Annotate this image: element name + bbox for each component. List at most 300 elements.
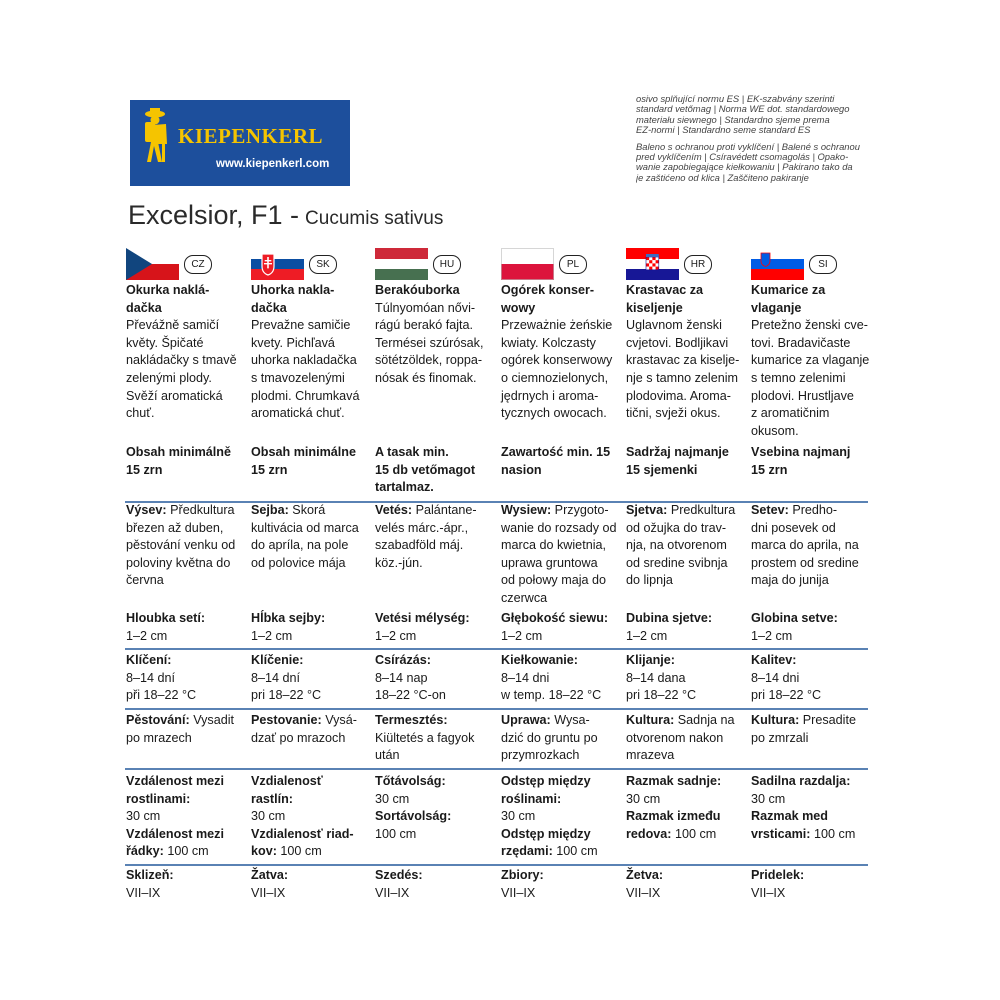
sowing-info-line: wanie do rozsady od xyxy=(501,520,617,535)
sowing-info-label: Vetés: xyxy=(375,503,413,517)
variety-description-line: o ciemnozielonych, xyxy=(501,370,609,385)
harvest-label: Žetva: xyxy=(626,868,664,882)
legal-line: standard vetőmag | Norma WE dot. standardowego xyxy=(636,103,850,115)
legal-line: je zaštićeno od klica | Zaščiteno pakiranje xyxy=(636,171,809,183)
sowing-depth xyxy=(626,610,746,645)
cultivation-info-value: Vysadit xyxy=(193,713,235,727)
sowing-info-line xyxy=(126,502,246,520)
row-distance-line xyxy=(501,826,621,844)
product-title xyxy=(128,200,443,231)
seed-content-line: 15 zrn xyxy=(251,462,288,477)
variety-description-line: okusom. xyxy=(751,423,799,438)
divider xyxy=(125,864,868,866)
cultivation-info-line: po mrazech xyxy=(126,730,192,745)
germination-line: pri 18–22 °C xyxy=(751,688,822,703)
plant-distance-label: Tőtávolság: xyxy=(375,774,446,788)
variety-name xyxy=(626,282,746,317)
variety-description-line: nósak és finomak. xyxy=(375,370,477,385)
sowing-info-line: od ožujka do trav- xyxy=(626,520,727,535)
germination-line: pri 18–22 °C xyxy=(251,688,322,703)
plant-distance-value: 30 cm xyxy=(626,791,661,806)
variety-description-line: cvjetovi. Bodljikavi xyxy=(626,335,729,350)
variety-name-line: dačka xyxy=(251,300,287,315)
variety-description-line: Převážně samičí xyxy=(126,318,220,333)
germination xyxy=(126,652,246,705)
germination-line: 8–14 dní xyxy=(126,670,176,685)
variety-description-line: kvety. Pichľavá xyxy=(251,335,335,350)
sowing-info-label: Wysiew: xyxy=(501,503,552,517)
harvest-label: Szedés: xyxy=(375,868,423,882)
variety-name-line: Kumarice za xyxy=(751,283,826,297)
variety-description-line: chuť. xyxy=(126,406,155,421)
cultivation-info-line xyxy=(501,712,621,730)
variety-name xyxy=(126,282,246,317)
row-distance-value: 100 cm xyxy=(556,844,598,859)
flag-pl-icon xyxy=(501,248,554,280)
sowing-depth-label: Vetési mélység: xyxy=(375,611,470,625)
flag-hu-icon xyxy=(375,248,428,280)
variety-name-line: Okurka naklá- xyxy=(126,283,210,297)
row-distance xyxy=(375,808,495,843)
row-distance-label: Vzdálenost mezi xyxy=(126,826,224,841)
sowing-info-value: Palántane- xyxy=(415,503,477,517)
variety-description-line: plodmi. Chrumkavá xyxy=(251,388,360,403)
plant-distance-label: rastlín: xyxy=(251,791,293,806)
variety-description-line: krastavac za kiselje- xyxy=(626,353,740,368)
cultivation-info-line xyxy=(251,712,371,730)
plant-distance xyxy=(251,773,371,826)
country-code-badge: HU xyxy=(433,255,461,274)
legal-line: Baleno s ochranou proti vyklíčení | Balené s ochranou xyxy=(636,140,860,152)
germination-line: při 18–22 °C xyxy=(126,688,197,703)
plant-distance xyxy=(126,773,246,826)
harvest xyxy=(751,867,871,902)
plant-distance xyxy=(626,773,746,808)
seed-content xyxy=(626,444,746,479)
sowing-info-line: do lipnja xyxy=(626,573,673,588)
flag-row xyxy=(375,246,493,280)
variety-name-line: vlaganje xyxy=(751,300,802,315)
harvest-value: VII–IX xyxy=(626,885,661,900)
variety-description-line: jędrnych i aroma- xyxy=(501,388,599,403)
sowing-info-line: do apríla, na pole xyxy=(251,538,349,553)
variety-description-line: s temno zelenimi xyxy=(751,370,846,385)
flag-row xyxy=(751,246,869,280)
row-distance-value: 100 cm xyxy=(675,826,717,841)
variety-description-line: tični, svježi okus. xyxy=(626,406,721,421)
seed-content-line: Obsah minimálne xyxy=(251,445,356,459)
brand-url: www.kiepenkerl.com xyxy=(216,158,330,170)
sowing-info-line: köz.-jún. xyxy=(375,555,423,570)
germination-line: 8–14 nap xyxy=(375,670,428,685)
cultivation-info xyxy=(126,712,246,747)
cultivation-info-line: otvorenom nakon xyxy=(626,730,724,745)
row-distance-line xyxy=(251,843,371,861)
sowing-info-value: Predkultura xyxy=(670,503,736,517)
brand-name: KIEPENKERL xyxy=(178,124,324,148)
harvest-label: Zbiory: xyxy=(501,868,544,882)
row-distance-label: kov: xyxy=(251,844,277,859)
flag-si-icon xyxy=(751,248,804,280)
plant-distance xyxy=(751,773,871,808)
variety-name-line: dačka xyxy=(126,300,162,315)
variety-description-line: z aromatičnim xyxy=(751,406,830,421)
variety-description-line: květy. Špičaté xyxy=(126,335,204,350)
sowing-depth xyxy=(126,610,246,645)
variety-description-line: nje s tamno zelenim xyxy=(626,370,738,385)
cultivation-info-label: Termesztés: xyxy=(375,713,448,727)
germination-label: Klíčení: xyxy=(126,653,172,667)
sowing-info-line: od połowy maja do xyxy=(501,573,607,588)
cultivation-info-value: Vysá- xyxy=(325,713,357,727)
kiepenkerl-logo xyxy=(130,100,350,186)
variety-name-line: wowy xyxy=(501,300,536,315)
seed-content xyxy=(251,444,371,479)
variety-name xyxy=(375,282,495,300)
variety-name-line: kiseljenje xyxy=(626,300,683,315)
variety-description-line: s tmavozelenými xyxy=(251,370,345,385)
latin-name: Cucumis sativus xyxy=(305,208,444,229)
plant-distance-label: Sadilna razdalja: xyxy=(751,774,851,788)
variety-description-line: ogórek konserwowy xyxy=(501,353,613,368)
seed-content-line: nasion xyxy=(501,462,542,477)
row-distance xyxy=(126,826,246,861)
cultivation-info xyxy=(251,712,371,747)
plant-distance-label: roślinami: xyxy=(501,791,562,806)
legal-line: osivo splňující normu ES | EK-szabvány szerinti xyxy=(636,94,835,104)
cultivation-info-label: Pěstování: xyxy=(126,713,190,727)
row-distance-line xyxy=(126,843,246,861)
sowing-info-label: Setev: xyxy=(751,503,789,517)
variety-description-line: zelenými plody. xyxy=(126,370,212,385)
plant-distance-value: 30 cm xyxy=(375,791,410,806)
variety-description-line: Prevažne samičie xyxy=(251,318,351,333)
sowing-info-line xyxy=(251,502,371,520)
row-distance xyxy=(251,826,371,861)
sowing-depth-label: Dubina sjetve: xyxy=(626,611,713,625)
sowing-info-value: Przygoto- xyxy=(554,503,609,517)
sowing-depth-value: 1–2 cm xyxy=(251,628,293,643)
sowing-info-line: maja do junija xyxy=(751,573,829,588)
country-code-badge: SI xyxy=(809,255,837,274)
variety-description-line: sötétzöldek, roppa- xyxy=(375,353,483,368)
flag-cz-icon xyxy=(126,248,179,280)
row-distance-label: Sortávolság: xyxy=(375,809,452,824)
sowing-depth-value: 1–2 cm xyxy=(126,628,168,643)
cultivation-info-value: Presadite xyxy=(802,713,856,727)
harvest-value: VII–IX xyxy=(501,885,536,900)
variety-description xyxy=(626,317,746,423)
sowing-info-line: dni posevek od xyxy=(751,520,836,535)
plant-distance-label: rostlinami: xyxy=(126,791,191,806)
variety-description-line: aromatická chuť. xyxy=(251,406,345,421)
sowing-info-value: Předkultura xyxy=(170,503,235,517)
cultivation-info-line: po zmrzali xyxy=(751,730,809,745)
germination-line: 8–14 dana xyxy=(626,670,686,685)
plant-distance xyxy=(375,773,495,808)
plant-distance-label: Razmak sadnje: xyxy=(626,774,722,788)
row-distance-label: Razmak između xyxy=(626,809,721,824)
seed-content-line: Vsebina najmanj xyxy=(751,445,851,459)
country-code-badge: PL xyxy=(559,255,587,274)
sowing-depth-value: 1–2 cm xyxy=(375,628,417,643)
harvest-value: VII–IX xyxy=(375,885,410,900)
row-distance-line xyxy=(751,808,871,826)
variety-name-line: Uhorka nakla- xyxy=(251,283,335,297)
cultivation-info-label: Uprawa: xyxy=(501,713,551,727)
seed-content-line: tartalmaz. xyxy=(375,480,434,495)
germination xyxy=(251,652,371,705)
germination-line: 8–14 dni xyxy=(501,670,550,685)
cultivation-info xyxy=(626,712,746,765)
harvest xyxy=(375,867,495,902)
germination-label: Csírázás: xyxy=(375,653,432,667)
plant-distance xyxy=(501,773,621,826)
seed-content-line: Zawartość min. 15 xyxy=(501,445,611,459)
cultivation-info-label: Kultura: xyxy=(751,713,800,727)
variety-name-line: Ogórek konser- xyxy=(501,283,595,297)
variety-description-line: uhorka nakladačka xyxy=(251,353,357,368)
variety-description-line: plodovi. Hrustljave xyxy=(751,388,854,403)
row-distance-value: 100 cm xyxy=(167,844,209,859)
plant-distance-label: Vzdialenosť xyxy=(251,774,323,788)
harvest-label: Pridelek: xyxy=(751,868,805,882)
flag-row xyxy=(251,246,369,280)
sowing-info-line: kultivácia od marca xyxy=(251,520,359,535)
cultivation-info-line: dzať po mrazoch xyxy=(251,730,346,745)
row-distance-label: vrsticami: xyxy=(751,826,811,841)
sowing-info-line: nja, na otvorenom xyxy=(626,538,727,553)
sowing-info-line: uprawa gruntowa xyxy=(501,555,598,570)
cultivation-info-line: mrazeva xyxy=(626,748,675,763)
variety-description xyxy=(126,317,246,423)
harvest xyxy=(251,867,371,902)
sowing-info xyxy=(501,502,621,608)
variety-description-line: tovi. Bradavičaste xyxy=(751,335,851,350)
row-distance-label: rzędami: xyxy=(501,844,553,859)
flag-sk-icon xyxy=(251,248,304,280)
sowing-info-line: pěstování venku od xyxy=(126,538,236,553)
sowing-info-line xyxy=(375,502,495,520)
seed-content-line: 15 db vetőmagot xyxy=(375,462,476,477)
harvest-value: VII–IX xyxy=(126,885,161,900)
sowing-depth-value: 1–2 cm xyxy=(626,628,668,643)
germination-line: 8–14 dni xyxy=(751,670,800,685)
cultivation-info-line xyxy=(626,712,746,730)
plant-distance-label: Vzdálenost mezi xyxy=(126,774,224,788)
sowing-depth-label: Hloubka setí: xyxy=(126,611,206,625)
row-distance-line xyxy=(375,808,495,826)
germination xyxy=(501,652,621,705)
sowing-info-line: poloviny května do xyxy=(126,555,231,570)
cultivation-info-label: Pestovanie: xyxy=(251,713,322,727)
variety-name-line: Krastavac za xyxy=(626,283,704,297)
seed-content-line: 15 zrn xyxy=(126,462,163,477)
variety-description-line: plodovima. Aroma- xyxy=(626,388,731,403)
flag-row xyxy=(626,246,744,280)
sowing-info-line: prostem od sredine xyxy=(751,555,859,570)
row-distance-label: řádky: xyxy=(126,844,164,859)
kiepenkerl-figure-icon xyxy=(140,106,174,168)
harvest xyxy=(126,867,246,902)
sowing-info-line xyxy=(751,502,871,520)
row-distance-line xyxy=(626,808,746,826)
cultivation-info-line: után xyxy=(375,748,400,763)
sowing-info-line: marca do kwietnia, xyxy=(501,538,606,553)
sowing-info-line: březen až duben, xyxy=(126,520,224,535)
variety-name xyxy=(501,282,621,317)
row-distance-line xyxy=(751,826,871,844)
cultivation-info-value: Wysa- xyxy=(554,713,590,727)
row-distance-label: Vzdialenosť riad- xyxy=(251,826,354,841)
plant-distance-label: Odstęp między xyxy=(501,774,591,788)
sowing-info-line: od sredine svibnja xyxy=(626,555,728,570)
plant-distance-value: 30 cm xyxy=(751,791,786,806)
cultivation-info-line xyxy=(126,712,246,730)
sowing-depth-value: 1–2 cm xyxy=(751,628,793,643)
sowing-depth-label: Głębokość siewu: xyxy=(501,611,609,625)
harvest xyxy=(626,867,746,902)
seed-content-line: Sadržaj najmanje xyxy=(626,445,729,459)
sowing-info xyxy=(626,502,746,590)
sowing-info-value: Predho- xyxy=(792,503,838,517)
sowing-info-label: Sejba: xyxy=(251,503,289,517)
variety-description xyxy=(375,300,495,388)
sowing-info-value: Skorá xyxy=(292,503,326,517)
germination-line: 8–14 dní xyxy=(251,670,301,685)
germination xyxy=(751,652,871,705)
harvest-value: VII–IX xyxy=(751,885,786,900)
variety-description-line: kumarice za vlaganje xyxy=(751,353,870,368)
seed-content-line: 15 sjemenki xyxy=(626,462,698,477)
variety-description-line: Pretežno ženski cve- xyxy=(751,318,868,333)
cultivation-info xyxy=(751,712,871,747)
sowing-info-line: června xyxy=(126,573,164,588)
seed-content xyxy=(501,444,621,479)
row-distance xyxy=(751,808,871,843)
germination-label: Klíčenie: xyxy=(251,653,304,667)
sowing-depth-label: Hĺbka sejby: xyxy=(251,611,326,625)
seed-content xyxy=(375,444,495,497)
variety-description-line: Termései szúrósak, xyxy=(375,335,484,350)
row-distance-value: 100 cm xyxy=(280,844,322,859)
legal-line: pred vyklíčením | Csíravédett csomagolás | Opako- xyxy=(636,151,849,163)
row-distance-line xyxy=(626,826,746,844)
divider xyxy=(125,648,868,650)
legal-line: EZ-normi | Standardno seme standard ES xyxy=(636,124,811,136)
legal-line: materiału siewnego | Standardno sjeme prema xyxy=(636,113,830,125)
sowing-info-line xyxy=(501,502,621,520)
sowing-depth-label: Globina setve: xyxy=(751,611,838,625)
germination-label: Kalitev: xyxy=(751,653,797,667)
row-distance xyxy=(626,808,746,843)
cultivation-info-line: przymrozkach xyxy=(501,748,580,763)
variety-description-line: nakládačky s tmavě xyxy=(126,353,237,368)
sowing-info-line: marca do aprila, na xyxy=(751,538,859,553)
sowing-info xyxy=(251,502,371,572)
sowing-info-line xyxy=(626,502,746,520)
product-name: Excelsior, F1 - xyxy=(128,200,300,230)
legal-line: wanie zapobiegające kiełkowaniu | Pakirano tako da xyxy=(636,161,853,173)
harvest xyxy=(501,867,621,902)
harvest-label: Sklizeň: xyxy=(126,868,174,882)
plant-distance-value: 30 cm xyxy=(251,809,286,824)
row-distance xyxy=(501,826,621,861)
divider xyxy=(125,768,868,770)
row-distance-line xyxy=(501,843,621,861)
variety-description-line: kwiaty. Kolczasty xyxy=(501,335,596,350)
germination xyxy=(626,652,746,705)
sowing-info xyxy=(751,502,871,590)
harvest-label: Žatva: xyxy=(251,868,289,882)
harvest-value: VII–IX xyxy=(251,885,286,900)
sowing-info-line: czerwca xyxy=(501,590,548,605)
variety-description-line: rágú berakó fajta. xyxy=(375,318,474,333)
row-distance-value: 100 cm xyxy=(814,826,856,841)
variety-description xyxy=(751,317,871,440)
row-distance-line xyxy=(126,826,246,844)
sowing-info xyxy=(375,502,495,572)
seed-content-line: 15 zrn xyxy=(751,462,788,477)
cultivation-info-line: dzić do gruntu po xyxy=(501,730,598,745)
sowing-info-line: od polovice mája xyxy=(251,555,346,570)
row-distance-value: 100 cm xyxy=(375,826,417,841)
row-distance-label: redova: xyxy=(626,826,672,841)
germination-line: 18–22 °C-on xyxy=(375,688,446,703)
flag-row xyxy=(126,246,244,280)
sowing-info xyxy=(126,502,246,590)
sowing-depth xyxy=(501,610,621,645)
cultivation-info xyxy=(375,712,495,765)
row-distance-label: Razmak med xyxy=(751,809,828,824)
germination-line: pri 18–22 °C xyxy=(626,688,697,703)
sowing-depth xyxy=(751,610,871,645)
germination-label: Klijanje: xyxy=(626,653,675,667)
country-code-badge: SK xyxy=(309,255,337,274)
cultivation-info-label: Kultura: xyxy=(626,713,675,727)
variety-name-line: Berakóuborka xyxy=(375,283,460,297)
sowing-info-label: Výsev: xyxy=(126,503,167,517)
sowing-info-line: velés márc.-ápr., xyxy=(375,520,469,535)
legal-notes xyxy=(636,94,896,194)
variety-description-line: Uglavnom ženski xyxy=(626,318,722,333)
divider xyxy=(125,708,868,710)
country-code-badge: HR xyxy=(684,255,712,274)
variety-description-line: tycznych owocach. xyxy=(501,406,607,421)
sowing-info-line: szabadföld máj. xyxy=(375,538,464,553)
germination xyxy=(375,652,495,705)
variety-name xyxy=(751,282,871,317)
sowing-depth-value: 1–2 cm xyxy=(501,628,543,643)
sowing-depth xyxy=(251,610,371,645)
cultivation-info-line: Kiültetés a fagyok xyxy=(375,730,475,745)
sowing-info-label: Sjetva: xyxy=(626,503,668,517)
variety-description-line: Svěží aromatická xyxy=(126,388,223,403)
row-distance-label: Odstęp między xyxy=(501,826,591,841)
germination-line: w temp. 18–22 °C xyxy=(501,688,602,703)
cultivation-info-value: Sadnja na xyxy=(677,713,735,727)
country-code-badge: CZ xyxy=(184,255,212,274)
variety-description xyxy=(501,317,621,423)
plant-distance-value: 30 cm xyxy=(126,809,161,824)
variety-description-line: Túlnyomóan nővi- xyxy=(375,300,476,315)
seed-content xyxy=(751,444,871,479)
flag-hr-icon xyxy=(626,248,679,280)
variety-description xyxy=(251,317,371,423)
variety-name xyxy=(251,282,371,317)
seed-content xyxy=(126,444,246,479)
seed-content-line: A tasak min. xyxy=(375,445,449,459)
